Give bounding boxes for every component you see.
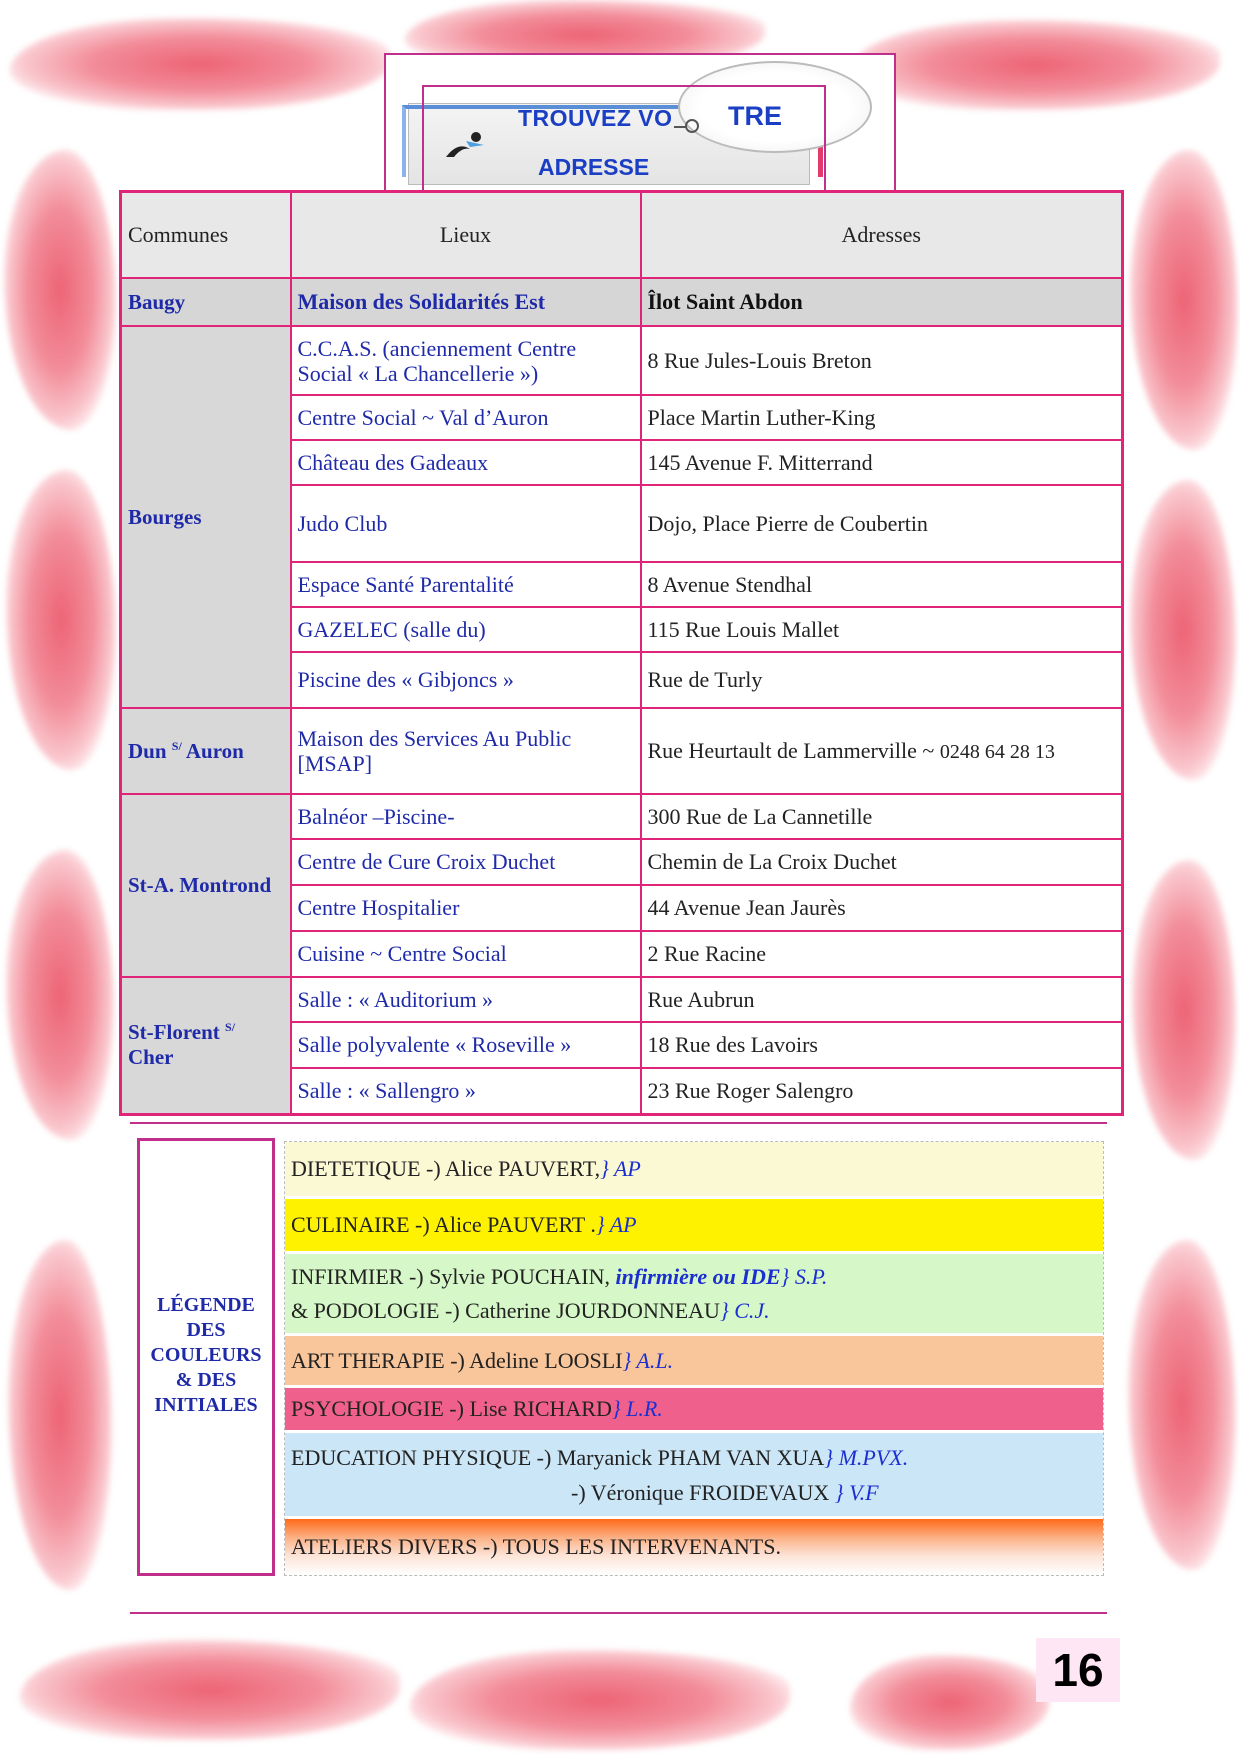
legend-initials: } AP — [600, 1156, 641, 1181]
runner-logo-icon — [440, 127, 490, 167]
divider-bottom — [130, 1612, 1107, 1614]
adresse-cell: Rue de Turly — [641, 652, 1123, 708]
adresse-cell: 23 Rue Roger Salengro — [641, 1068, 1123, 1114]
lieu-cell: Espace Santé Parentalité — [291, 562, 641, 607]
legend-text: DIETETIQUE -) Alice PAUVERT, — [291, 1156, 601, 1181]
legend-text: INFIRMIER -) Sylvie POUCHAIN, — [291, 1263, 616, 1289]
legend-text: EDUCATION PHYSIQUE -) Maryanick PHAM VAN XUA — [291, 1444, 825, 1470]
decor-brush-right-4 — [1128, 1240, 1236, 1570]
adresse-cell: Rue Aubrun — [641, 977, 1123, 1022]
lieu-cell: Centre Hospitalier — [291, 885, 641, 931]
legend-art-therapie — [285, 1336, 1103, 1388]
table-row-baugy — [121, 278, 1123, 326]
legend-infirmier-podologie — [285, 1254, 1103, 1336]
lieu-cell: Centre de Cure Croix Duchet — [291, 839, 641, 885]
adresse-cell: 8 Rue Jules-Louis Breton — [641, 326, 1123, 395]
header-title-line1: TROUVEZ VO — [518, 105, 673, 131]
legend-text: CULINAIRE -) Alice PAUVERT . — [291, 1212, 596, 1237]
adresse-cell: 115 Rue Louis Mallet — [641, 607, 1123, 652]
table-header-row — [121, 192, 1123, 279]
legend-initials: } V.F — [834, 1479, 879, 1505]
page-number: 16 — [1052, 1644, 1104, 1696]
decor-brush-bottom-center — [410, 1650, 790, 1750]
legend-initials: } M.PVX. — [824, 1444, 909, 1470]
adresse-cell: 2 Rue Racine — [641, 931, 1123, 977]
header-adresses: Adresses — [641, 192, 1123, 279]
adresse-cell: Chemin de La Croix Duchet — [641, 839, 1123, 885]
legend-text: PSYCHOLOGIE -) Lise RICHARD — [291, 1396, 612, 1421]
legend-label-box — [137, 1138, 275, 1576]
decor-brush-bottom-right — [850, 1655, 1050, 1750]
legend-role: infirmière ou IDE — [615, 1263, 781, 1289]
legend-initials: } S.P. — [780, 1263, 828, 1289]
adresse-cell: 8 Avenue Stendhal — [641, 562, 1123, 607]
header-communes: Communes — [121, 192, 291, 279]
lieu-cell: Judo Club — [291, 485, 641, 562]
commune-baugy: Baugy — [121, 278, 291, 326]
magnifier-icon — [672, 117, 702, 137]
decor-brush-top-left — [10, 18, 390, 110]
legend-label-line: COULEURS — [150, 1344, 262, 1366]
lieu-cell: C.C.A.S. (anciennement Centre Social « La Chancellerie ») — [291, 326, 641, 395]
legend-dietetique — [285, 1142, 1103, 1199]
adresse-cell: 18 Rue des Lavoirs — [641, 1022, 1123, 1068]
lieu-cell: Cuisine ~ Centre Social — [291, 931, 641, 977]
commune-st-florent-cher — [121, 977, 291, 1114]
legend-initials: } C.J. — [719, 1297, 770, 1323]
decor-brush-right-2 — [1130, 480, 1236, 780]
decor-brush-left-4 — [8, 1240, 112, 1590]
decor-brush-bottom-left — [20, 1640, 400, 1740]
legend-text: ART THERAPIE -) Adeline LOOSLI — [291, 1347, 623, 1373]
decor-brush-left-3 — [6, 850, 114, 1140]
header-title-line1-end: TRE — [728, 101, 782, 131]
legend-initials: } A.L. — [622, 1347, 674, 1373]
lieu-cell: Balnéor –Piscine- — [291, 794, 641, 839]
legend-label-line: LÉGENDE — [157, 1294, 255, 1316]
decor-brush-right-3 — [1132, 860, 1236, 1160]
table-row — [121, 794, 1123, 839]
legend-ateliers-divers — [285, 1519, 1103, 1575]
legend-culinaire — [285, 1199, 1103, 1254]
commune-dun-part1: Dun — [128, 738, 167, 763]
legend-label-line: DES — [186, 1319, 226, 1341]
decor-brush-left-2 — [6, 470, 116, 770]
table-row-dun — [121, 708, 1123, 794]
commune-st-amand-montrond: St-A. Montrond — [121, 794, 291, 977]
lieu-cell: Maison des Services Au Public [MSAP] — [291, 708, 641, 794]
decor-brush-left-1 — [4, 150, 116, 430]
lieu-cell: Salle : « Auditorium » — [291, 977, 641, 1022]
lieu-cell: Maison des Solidarités Est — [291, 278, 641, 326]
legend-label-line: INITIALES — [154, 1394, 258, 1416]
legend-initials: } L.R. — [611, 1396, 663, 1421]
legend-text: & PODOLOGIE -) Catherine JOURDONNEAU — [291, 1297, 720, 1323]
commune-florent-part2: Cher — [128, 1045, 174, 1070]
lieu-cell: GAZELEC (salle du) — [291, 607, 641, 652]
commune-florent-sup: S/ — [225, 1020, 236, 1035]
table-row — [121, 326, 1123, 395]
legend-text: -) Véronique FROIDEVAUX — [571, 1479, 835, 1505]
lieu-cell: Piscine des « Gibjoncs » — [291, 652, 641, 708]
legend-text: ATELIERS DIVERS -) TOUS LES INTERVENANTS. — [291, 1534, 781, 1559]
table-row — [121, 977, 1123, 1022]
header-lieux: Lieux — [291, 192, 641, 279]
adresse-cell — [641, 708, 1123, 794]
adresse-cell: 44 Avenue Jean Jaurès — [641, 885, 1123, 931]
legend-label — [140, 1293, 272, 1418]
lieu-cell: Salle polyvalente « Roseville » — [291, 1022, 641, 1068]
adresse-cell: 145 Avenue F. Mitterrand — [641, 440, 1123, 485]
legend-education-physique — [285, 1433, 1103, 1519]
adresse-dun: Rue Heurtault de Lammerville ~ — [647, 738, 935, 763]
decor-brush-top-right — [850, 20, 1220, 110]
lieu-cell: Salle : « Sallengro » — [291, 1068, 641, 1114]
address-table — [119, 190, 1124, 1116]
lieu-cell: Château des Gadeaux — [291, 440, 641, 485]
lieu-cell: Centre Social ~ Val d’Auron — [291, 395, 641, 440]
phone-dun: 0248 64 28 13 — [939, 741, 1055, 763]
legend-psychologie — [285, 1388, 1103, 1433]
adresse-cell: Place Martin Luther-King — [641, 395, 1123, 440]
header-title-line2: ADRESSE — [538, 154, 650, 180]
adresse-cell: Dojo, Place Pierre de Coubertin — [641, 485, 1123, 562]
commune-dun-part2: Auron — [185, 738, 244, 763]
legend-initials: } AP — [595, 1212, 637, 1237]
adresse-cell: Îlot Saint Abdon — [641, 278, 1123, 326]
legend-label-line: & DES — [175, 1369, 237, 1391]
decor-brush-right-1 — [1130, 150, 1238, 450]
page-number-box — [1036, 1638, 1120, 1702]
legend-list — [284, 1141, 1104, 1576]
divider-top — [130, 1122, 1107, 1124]
commune-bourges: Bourges — [121, 326, 291, 708]
commune-florent-part1: St-Florent — [128, 1020, 220, 1045]
commune-dun-auron — [121, 708, 291, 794]
commune-dun-sup: S/ — [171, 738, 182, 753]
adresse-cell: 300 Rue de La Cannetille — [641, 794, 1123, 839]
